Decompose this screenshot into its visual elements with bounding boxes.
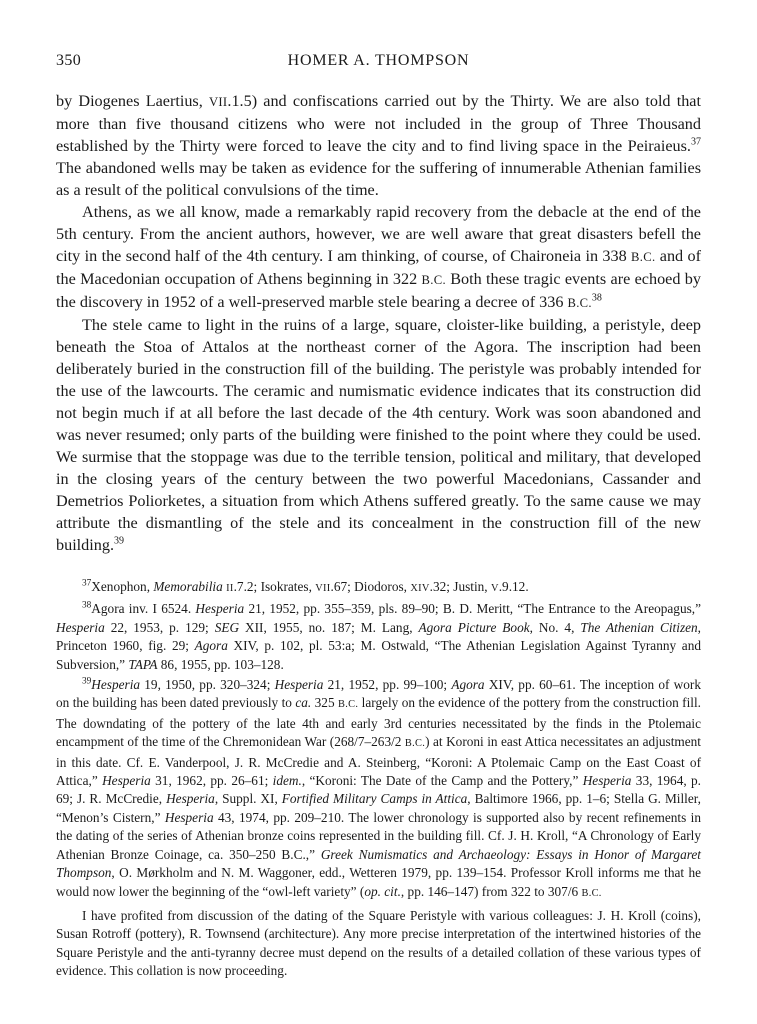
page-number: 350 [56,52,82,69]
body-text [56,90,701,556]
footnote-reference: 38 [591,292,602,304]
footnote-reference: 37 [690,136,701,148]
page [56,52,701,981]
running-head: HOMER A. THOMPSON [287,52,470,69]
footnote-39: $^{39}$Hesperia 19, 1950, pp. 320–324; Hesperia 21, 1952, pp. 99–100; Agora XIV, pp. 60–61. The inception of work on the building has been dated previously to ca. 325 B.C. largely on the evidence of the pottery from the construction fill. The downdating of the pottery of the late 4th and early 3rd centuries necessitated by the finds in the Ptolemaic encampment of the time of the Chremonidean War (268/7–263/2 B.C.) at Koroni in east Attica necessitates an adjustment in this date. Cf. E. Vanderpool, J. R. McCredie and A. Steinberg, “Koroni: A Ptolemaic Camp on the East Coast of Attica,” Hesperia 31, 1962, pp. 26–61; idem., “Koroni: The Date of the Camp and the Pottery,” Hesperia 33, 1964, p. 69; J. R. McCredie, Hesperia, Suppl. XI, Fortified Military Camps in Attica, Baltimore 1966, pp. 1–6; Stella G. Miller, “Menon’s Cistern,” Hesperia 43, 1974, pp. 209–210. The lower chronology is supported also by recent refinements in the dating of the series of Athenian bronze coins represented in the building fill. Cf. J. H. Kroll, “A Chronology of Early Athenian Bronze Coinage, ca. 350–250 B.C.,” Greek Numismatics and Archaeology: Essays in Honor of Margaret Thompson, O. Mørkholm and N. M. Waggoner, edd., Wetteren 1979, pp. 139–154. Professor Kroll informs me that he would now lower the beginning of the “owl-left variety” (op. cit., pp. 146–147) from 322 to 307/6 B.C. [56,676,702,899]
page-header [56,52,701,76]
footnote-reference: 39 [114,535,125,547]
acknowledgement-note: I have profited from discussion of the dating of the Square Peristyle with various colleagues: J. H. Kroll (coins), Susan Rotroff (pottery), R. Townsend (architecture). Any more precise interpretation of the intertwined histories of the Square Peristyle and the anti-tyranny decree must depend on the results of a detailed collation of these various types of evidence. This collation is now proceeding. [56,907,701,979]
paragraph: Athens, as we all know, made a remarkably rapid recovery from the debacle at the end of the 5th century. From the ancient authors, however, we are well aware that great disasters befell the city in the second half of the 4th century. I am thinking, of course, of Chaironeia in 338 B.C. and of the Macedonian occupation of Athens beginning in 322 B.C. Both these tragic events are echoed by the discovery in 1952 of a well-preserved marble stele bearing a decree of 336 B.C.$^{38}$ [56,203,701,311]
footnote-37: $^{37}$Xenophon, Memorabilia II.7.2; Isokrates, VII.67; Diodoros, XIV.32; Justin, V.9.12. [82,578,529,594]
footnote-38: $^{38}$Agora inv. I 6524. Hesperia 21, 1952, pp. 355–359, pls. 89–90; B. D. Meritt, “The Entrance to the Areopagus,” Hesperia 22, 1953, p. 129; SEG XII, 1955, no. 187; M. Lang, Agora Picture Book, No. 4, The Athenian Citizen, Princeton 1960, fig. 29; Agora XIV, p. 102, pl. 53:a; M. Ostwald, “The Athenian Legislation Against Tyranny and Subversion,” TAPA 86, 1955, pp. 103–128. [56,600,701,672]
paragraph: The stele came to light in the ruins of a large, square, cloister-like building, a peristyle, deep beneath the Stoa of Attalos at the northeast corner of the Agora. The inscription had been deliberately buried in the construction fill of the building. The peristyle was probably intended for the use of the lawcourts. The ceramic and numismatic evidence indicates that its construction did not begin much if at all before the last decade of the 4th century. Work was soon abandoned and was never resumed; only parts of the building were finished to the point where they could be used. We surmise that the stoppage was due to the terrible tension, political and military, that developed in the closing years of the century between the two powerful Macedonians, Cassander and Demetrios Poliorketes, a situation from which Athens suffered greatly. To the same cause we may attribute the dismantling of the stele and its concealment in the construction fill of the new building.$^{39}$ [56,316,701,554]
paragraph: by Diogenes Laertius, VII.1.5) and confiscations carried out by the Thirty. We are also told that more than five thousand citizens who were not included in the group of Three Thousand established by the Thirty were forced to leave the city and to find living space in the Peiraieus.$^{37}$ The abandoned wells may be taken as evidence for the suffering of innumerable Athenian families as a result of the political convulsions of the time. [56,92,701,199]
footnotes [56,578,701,981]
